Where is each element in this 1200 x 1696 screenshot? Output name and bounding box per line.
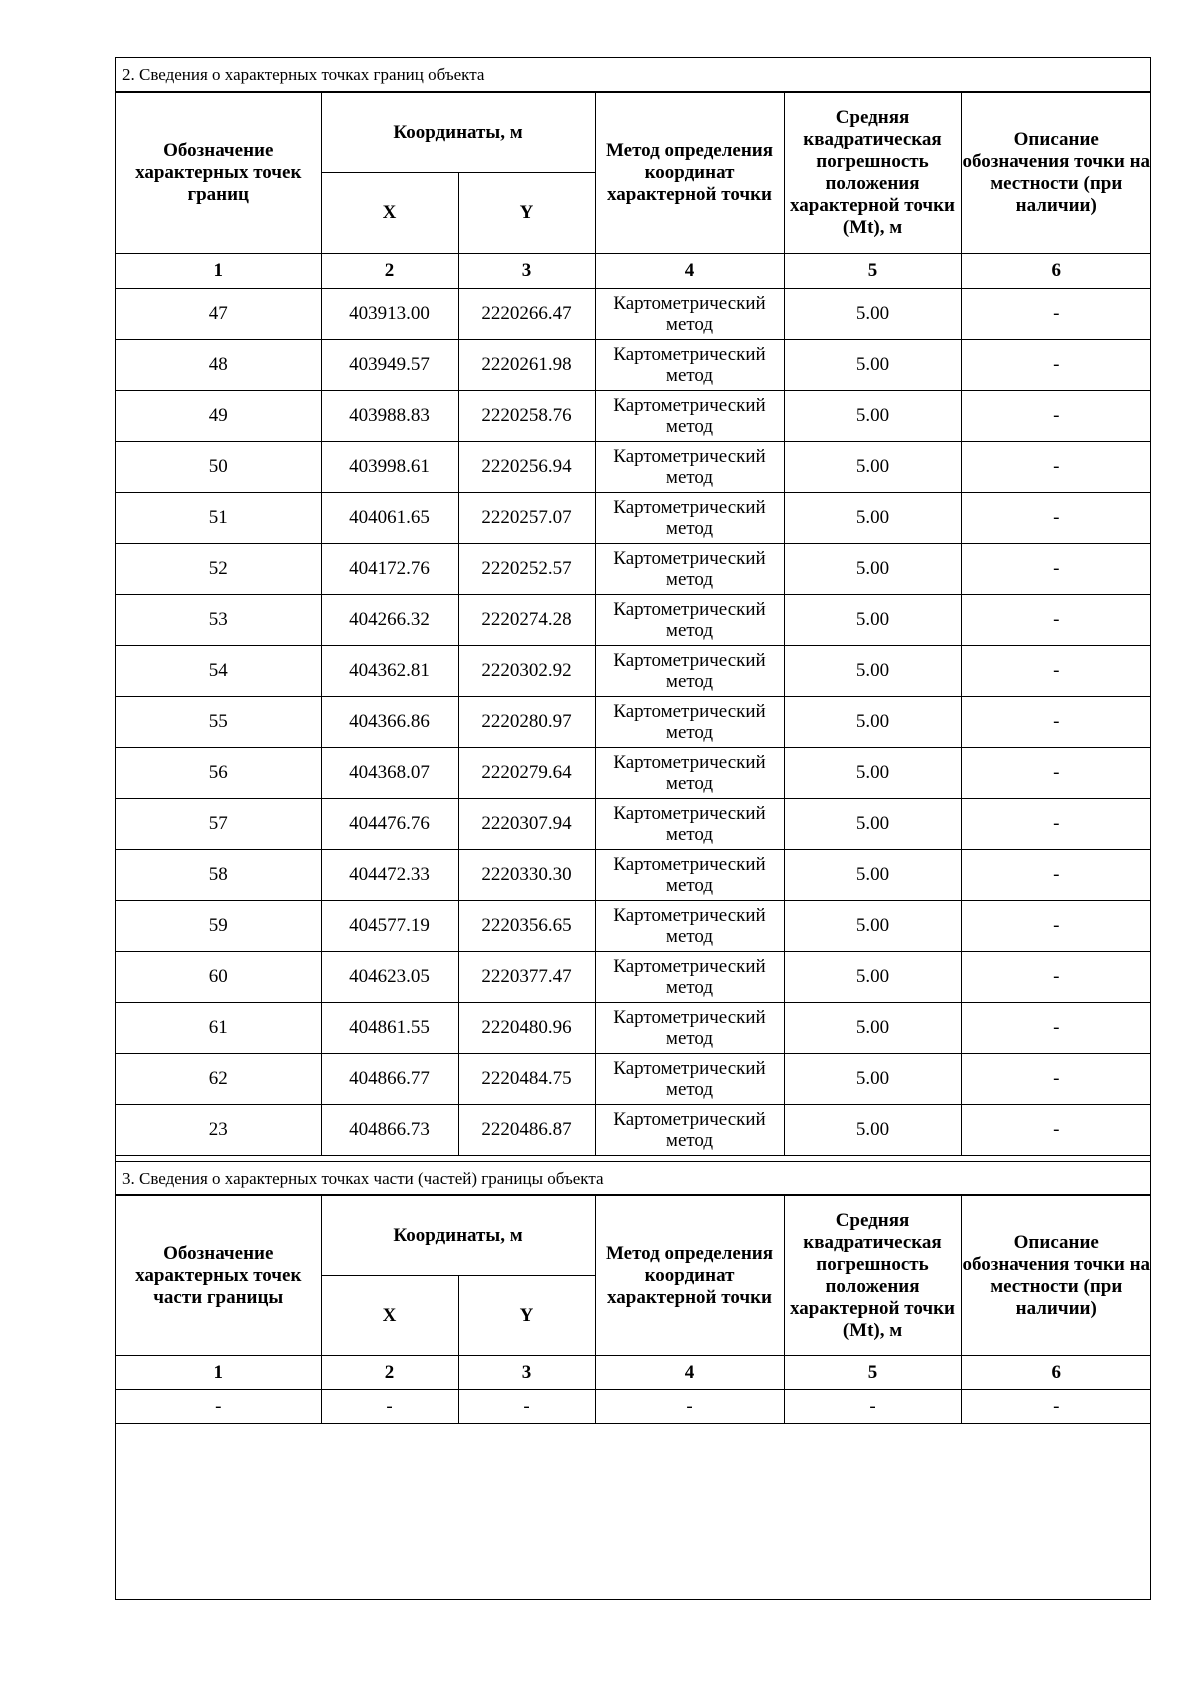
y-coordinate-cell: 2220486.87: [458, 1105, 595, 1156]
column-number-row: [116, 1356, 1151, 1390]
header-designation: Обозначение характерных точек границ: [116, 93, 321, 254]
y-coordinate-cell: 2220377.47: [458, 952, 595, 1003]
method-cell: Картометрический метод: [595, 646, 784, 697]
header-x: X: [321, 173, 458, 254]
y-coordinate-cell: 2220256.94: [458, 442, 595, 493]
description-cell: -: [961, 1105, 1151, 1156]
column-number: 4: [595, 1356, 784, 1390]
method-cell: Картометрический метод: [595, 799, 784, 850]
y-coordinate-cell: 2220266.47: [458, 289, 595, 340]
x-coordinate-cell: 404861.55: [321, 1003, 458, 1054]
column-number-row: [116, 254, 1151, 289]
y-coordinate-cell: 2220484.75: [458, 1054, 595, 1105]
table-row: [116, 850, 1151, 901]
header-coordinates: Координаты, м: [321, 93, 595, 173]
method-cell: Картометрический метод: [595, 901, 784, 952]
error-cell: 5.00: [784, 901, 961, 952]
x-coordinate-cell: 404472.33: [321, 850, 458, 901]
description-cell: -: [961, 340, 1151, 391]
method-cell: Картометрический метод: [595, 1054, 784, 1105]
header-designation: Обозначение характерных точек части границы: [116, 1196, 321, 1356]
x-coordinate-cell: 404476.76: [321, 799, 458, 850]
method-cell: Картометрический метод: [595, 595, 784, 646]
description-cell: -: [961, 748, 1151, 799]
y-coordinate-cell: -: [458, 1390, 595, 1424]
method-cell: Картометрический метод: [595, 340, 784, 391]
point-number-cell: 58: [116, 850, 321, 901]
column-number: 1: [116, 254, 321, 289]
x-coordinate-cell: 404061.65: [321, 493, 458, 544]
x-coordinate-cell: 404577.19: [321, 901, 458, 952]
description-cell: -: [961, 1003, 1151, 1054]
method-cell: Картометрический метод: [595, 1105, 784, 1156]
column-number: 5: [784, 1356, 961, 1390]
error-cell: 5.00: [784, 595, 961, 646]
table-row: [116, 799, 1151, 850]
point-number-cell: 48: [116, 340, 321, 391]
method-cell: Картометрический метод: [595, 1003, 784, 1054]
point-number-cell: 62: [116, 1054, 321, 1105]
x-coordinate-cell: 404366.86: [321, 697, 458, 748]
method-cell: Картометрический метод: [595, 391, 784, 442]
error-cell: 5.00: [784, 646, 961, 697]
method-cell: Картометрический метод: [595, 850, 784, 901]
x-coordinate-cell: 404623.05: [321, 952, 458, 1003]
point-number-cell: 53: [116, 595, 321, 646]
method-cell: Картометрический метод: [595, 493, 784, 544]
header-y: Y: [458, 1276, 595, 1356]
point-number-cell: -: [116, 1390, 321, 1424]
error-cell: 5.00: [784, 850, 961, 901]
header-x: X: [321, 1276, 458, 1356]
column-number: 3: [458, 254, 595, 289]
section-3-title: 3. Сведения о характерных точках части (частей) границы объекта: [116, 1161, 1150, 1195]
point-number-cell: 50: [116, 442, 321, 493]
point-number-cell: 47: [116, 289, 321, 340]
y-coordinate-cell: 2220307.94: [458, 799, 595, 850]
x-coordinate-cell: 404172.76: [321, 544, 458, 595]
error-cell: 5.00: [784, 748, 961, 799]
section-2-title: 2. Сведения о характерных точках границ объекта: [116, 58, 1150, 92]
error-cell: -: [784, 1390, 961, 1424]
description-cell: -: [961, 442, 1151, 493]
point-number-cell: 57: [116, 799, 321, 850]
x-coordinate-cell: 404866.77: [321, 1054, 458, 1105]
table-row: [116, 493, 1151, 544]
table-row: [116, 544, 1151, 595]
description-cell: -: [961, 850, 1151, 901]
point-number-cell: 51: [116, 493, 321, 544]
point-number-cell: 59: [116, 901, 321, 952]
y-coordinate-cell: 2220274.28: [458, 595, 595, 646]
description-cell: -: [961, 901, 1151, 952]
x-coordinate-cell: -: [321, 1390, 458, 1424]
column-number: 6: [961, 1356, 1151, 1390]
column-number: 4: [595, 254, 784, 289]
x-coordinate-cell: 404368.07: [321, 748, 458, 799]
header-description: Описание обозначения точки на местности (при наличии): [961, 93, 1151, 254]
x-coordinate-cell: 404266.32: [321, 595, 458, 646]
method-cell: Картометрический метод: [595, 442, 784, 493]
point-number-cell: 49: [116, 391, 321, 442]
description-cell: -: [961, 697, 1151, 748]
part-boundary-points-table: [116, 1195, 1151, 1424]
y-coordinate-cell: 2220261.98: [458, 340, 595, 391]
x-coordinate-cell: 403949.57: [321, 340, 458, 391]
boundary-points-table: [116, 92, 1151, 1156]
description-cell: -: [961, 1390, 1151, 1424]
header-error: Средняя квадратическая погрешность положения характерной точки (Mt), м: [784, 1196, 961, 1356]
document-sheet: [115, 57, 1151, 1600]
point-number-cell: 60: [116, 952, 321, 1003]
description-cell: -: [961, 493, 1151, 544]
x-coordinate-cell: 404866.73: [321, 1105, 458, 1156]
point-number-cell: 56: [116, 748, 321, 799]
description-cell: -: [961, 391, 1151, 442]
error-cell: 5.00: [784, 340, 961, 391]
point-number-cell: 23: [116, 1105, 321, 1156]
y-coordinate-cell: 2220280.97: [458, 697, 595, 748]
error-cell: 5.00: [784, 1003, 961, 1054]
description-cell: -: [961, 595, 1151, 646]
x-coordinate-cell: 403913.00: [321, 289, 458, 340]
method-cell: Картометрический метод: [595, 748, 784, 799]
point-number-cell: 55: [116, 697, 321, 748]
method-cell: Картометрический метод: [595, 289, 784, 340]
table-row: [116, 697, 1151, 748]
column-number: 2: [321, 254, 458, 289]
method-cell: Картометрический метод: [595, 952, 784, 1003]
description-cell: -: [961, 799, 1151, 850]
table-row: [116, 1105, 1151, 1156]
y-coordinate-cell: 2220302.92: [458, 646, 595, 697]
y-coordinate-cell: 2220279.64: [458, 748, 595, 799]
table-row: [116, 901, 1151, 952]
error-cell: 5.00: [784, 493, 961, 544]
error-cell: 5.00: [784, 697, 961, 748]
table-row: [116, 391, 1151, 442]
column-number: 6: [961, 254, 1151, 289]
error-cell: 5.00: [784, 799, 961, 850]
y-coordinate-cell: 2220257.07: [458, 493, 595, 544]
column-number: 5: [784, 254, 961, 289]
y-coordinate-cell: 2220330.30: [458, 850, 595, 901]
description-cell: -: [961, 646, 1151, 697]
x-coordinate-cell: 403988.83: [321, 391, 458, 442]
error-cell: 5.00: [784, 1105, 961, 1156]
point-number-cell: 61: [116, 1003, 321, 1054]
table-row: [116, 646, 1151, 697]
table-row: [116, 595, 1151, 646]
header-error: Средняя квадратическая погрешность положения характерной точки (Mt), м: [784, 93, 961, 254]
method-cell: -: [595, 1390, 784, 1424]
header-coordinates: Координаты, м: [321, 1196, 595, 1276]
table-row: [116, 1054, 1151, 1105]
column-number: 1: [116, 1356, 321, 1390]
table-row: [116, 1390, 1151, 1424]
table-row: [116, 340, 1151, 391]
y-coordinate-cell: 2220480.96: [458, 1003, 595, 1054]
description-cell: -: [961, 289, 1151, 340]
table-row: [116, 1003, 1151, 1054]
y-coordinate-cell: 2220356.65: [458, 901, 595, 952]
error-cell: 5.00: [784, 391, 961, 442]
description-cell: -: [961, 1054, 1151, 1105]
description-cell: -: [961, 544, 1151, 595]
header-method: Метод определения координат характерной точки: [595, 1196, 784, 1356]
table-row: [116, 952, 1151, 1003]
point-number-cell: 52: [116, 544, 321, 595]
header-description: Описание обозначения точки на местности (при наличии): [961, 1196, 1151, 1356]
point-number-cell: 54: [116, 646, 321, 697]
y-coordinate-cell: 2220258.76: [458, 391, 595, 442]
x-coordinate-cell: 403998.61: [321, 442, 458, 493]
table-row: [116, 442, 1151, 493]
column-number: 2: [321, 1356, 458, 1390]
error-cell: 5.00: [784, 289, 961, 340]
header-method: Метод определения координат характерной точки: [595, 93, 784, 254]
error-cell: 5.00: [784, 952, 961, 1003]
header-y: Y: [458, 173, 595, 254]
error-cell: 5.00: [784, 442, 961, 493]
error-cell: 5.00: [784, 544, 961, 595]
y-coordinate-cell: 2220252.57: [458, 544, 595, 595]
column-number: 3: [458, 1356, 595, 1390]
error-cell: 5.00: [784, 1054, 961, 1105]
table-row: [116, 289, 1151, 340]
description-cell: -: [961, 952, 1151, 1003]
table-row: [116, 748, 1151, 799]
x-coordinate-cell: 404362.81: [321, 646, 458, 697]
method-cell: Картометрический метод: [595, 697, 784, 748]
method-cell: Картометрический метод: [595, 544, 784, 595]
